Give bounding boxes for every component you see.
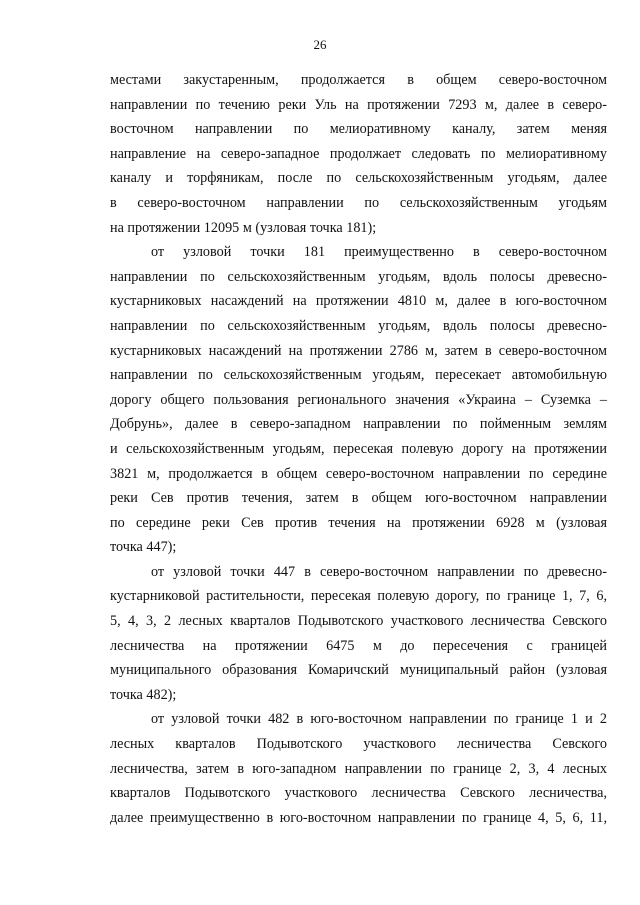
text-line: восточном направлении по мелиоративному каналу, затем меняя: [110, 121, 607, 138]
text-line: направлении по сельскохозяйственным угодьям, вдоль полосы древесно-: [110, 317, 607, 334]
text-line: на протяжении 12095 м (узловая точка 181);: [110, 219, 377, 236]
text-line: Добрунь», далее в северо-западном направлении по пойменным землям: [110, 416, 607, 433]
paragraph: [110, 240, 607, 560]
text-line: кустарниковой растительности, пересекая полевую дорогу, по границе 1, 7, 6,: [110, 588, 607, 605]
paragraph: [110, 707, 607, 830]
text-line: в северо-восточном направлении по сельскохозяйственным угодьям: [110, 194, 607, 211]
text-line: направление на северо-западное продолжает следовать по мелиоративному: [110, 145, 607, 162]
text-line: каналу и торфяникам, после по сельскохозяйственным угодьям, далее: [110, 170, 607, 187]
text-line: далее преимущественно в юго-восточном направлении по границе 4, 5, 6, 11,: [110, 809, 607, 826]
paragraph: [110, 68, 607, 240]
text-line: муниципального образования Комаричский муниципальный район (узловая: [110, 662, 607, 679]
text-line: кустарниковых насаждений на протяжении 4810 м, далее в юго-восточном: [110, 293, 607, 310]
text-line: лесничества на протяжении 6475 м до пересечения с границей: [110, 637, 607, 654]
text-line: дорогу общего пользования регионального значения «Украина – Суземка –: [110, 391, 607, 408]
text-line: местами закустаренным, продолжается в общем северо-восточном: [110, 72, 607, 88]
text-line: от узловой точки 482 в юго-восточном направлении по границе 1 и 2: [151, 711, 607, 728]
paragraph: [110, 560, 607, 708]
text-line: точка 482);: [110, 686, 177, 703]
text-line: лесничества, затем в юго-западном направлении по границе 2, 3, 4 лесных: [110, 760, 607, 777]
text-line: от узловой точки 181 преимущественно в северо-восточном: [151, 244, 607, 261]
text-line: лесных кварталов Подывотского участкового лесничества Севского: [110, 736, 607, 753]
document-body: [110, 68, 607, 830]
text-line: кустарниковых насаждений на протяжении 2786 м, затем в северо-восточном: [110, 342, 607, 359]
text-line: направлении по течению реки Уль на протяжении 7293 м, далее в северо-: [110, 96, 607, 113]
text-line: 3821 м, продолжается в общем северо-восточном направлении по середине: [110, 465, 607, 482]
text-line: кварталов Подывотского участкового лесничества Севского лесничества,: [110, 785, 607, 802]
text-line: направлении по сельскохозяйственным угодьям, пересекает автомобильную: [110, 367, 607, 384]
text-line: 5, 4, 3, 2 лесных кварталов Подывотского участкового лесничества Севского: [110, 613, 607, 630]
text-line: и сельскохозяйственным угодьям, пересекая полевую дорогу на протяжении: [110, 440, 607, 457]
text-line: от узловой точки 447 в северо-восточном направлении по древесно-: [151, 563, 607, 580]
text-line: реки Сев против течения, затем в общем юго-восточном направлении: [110, 490, 607, 507]
text-line: по середине реки Сев против течения на протяжении 6928 м (узловая: [110, 514, 607, 531]
text-line: точка 447);: [110, 539, 177, 556]
text-line: направлении по сельскохозяйственным угодьям, вдоль полосы древесно-: [110, 268, 607, 285]
page-number: 26: [313, 37, 327, 52]
